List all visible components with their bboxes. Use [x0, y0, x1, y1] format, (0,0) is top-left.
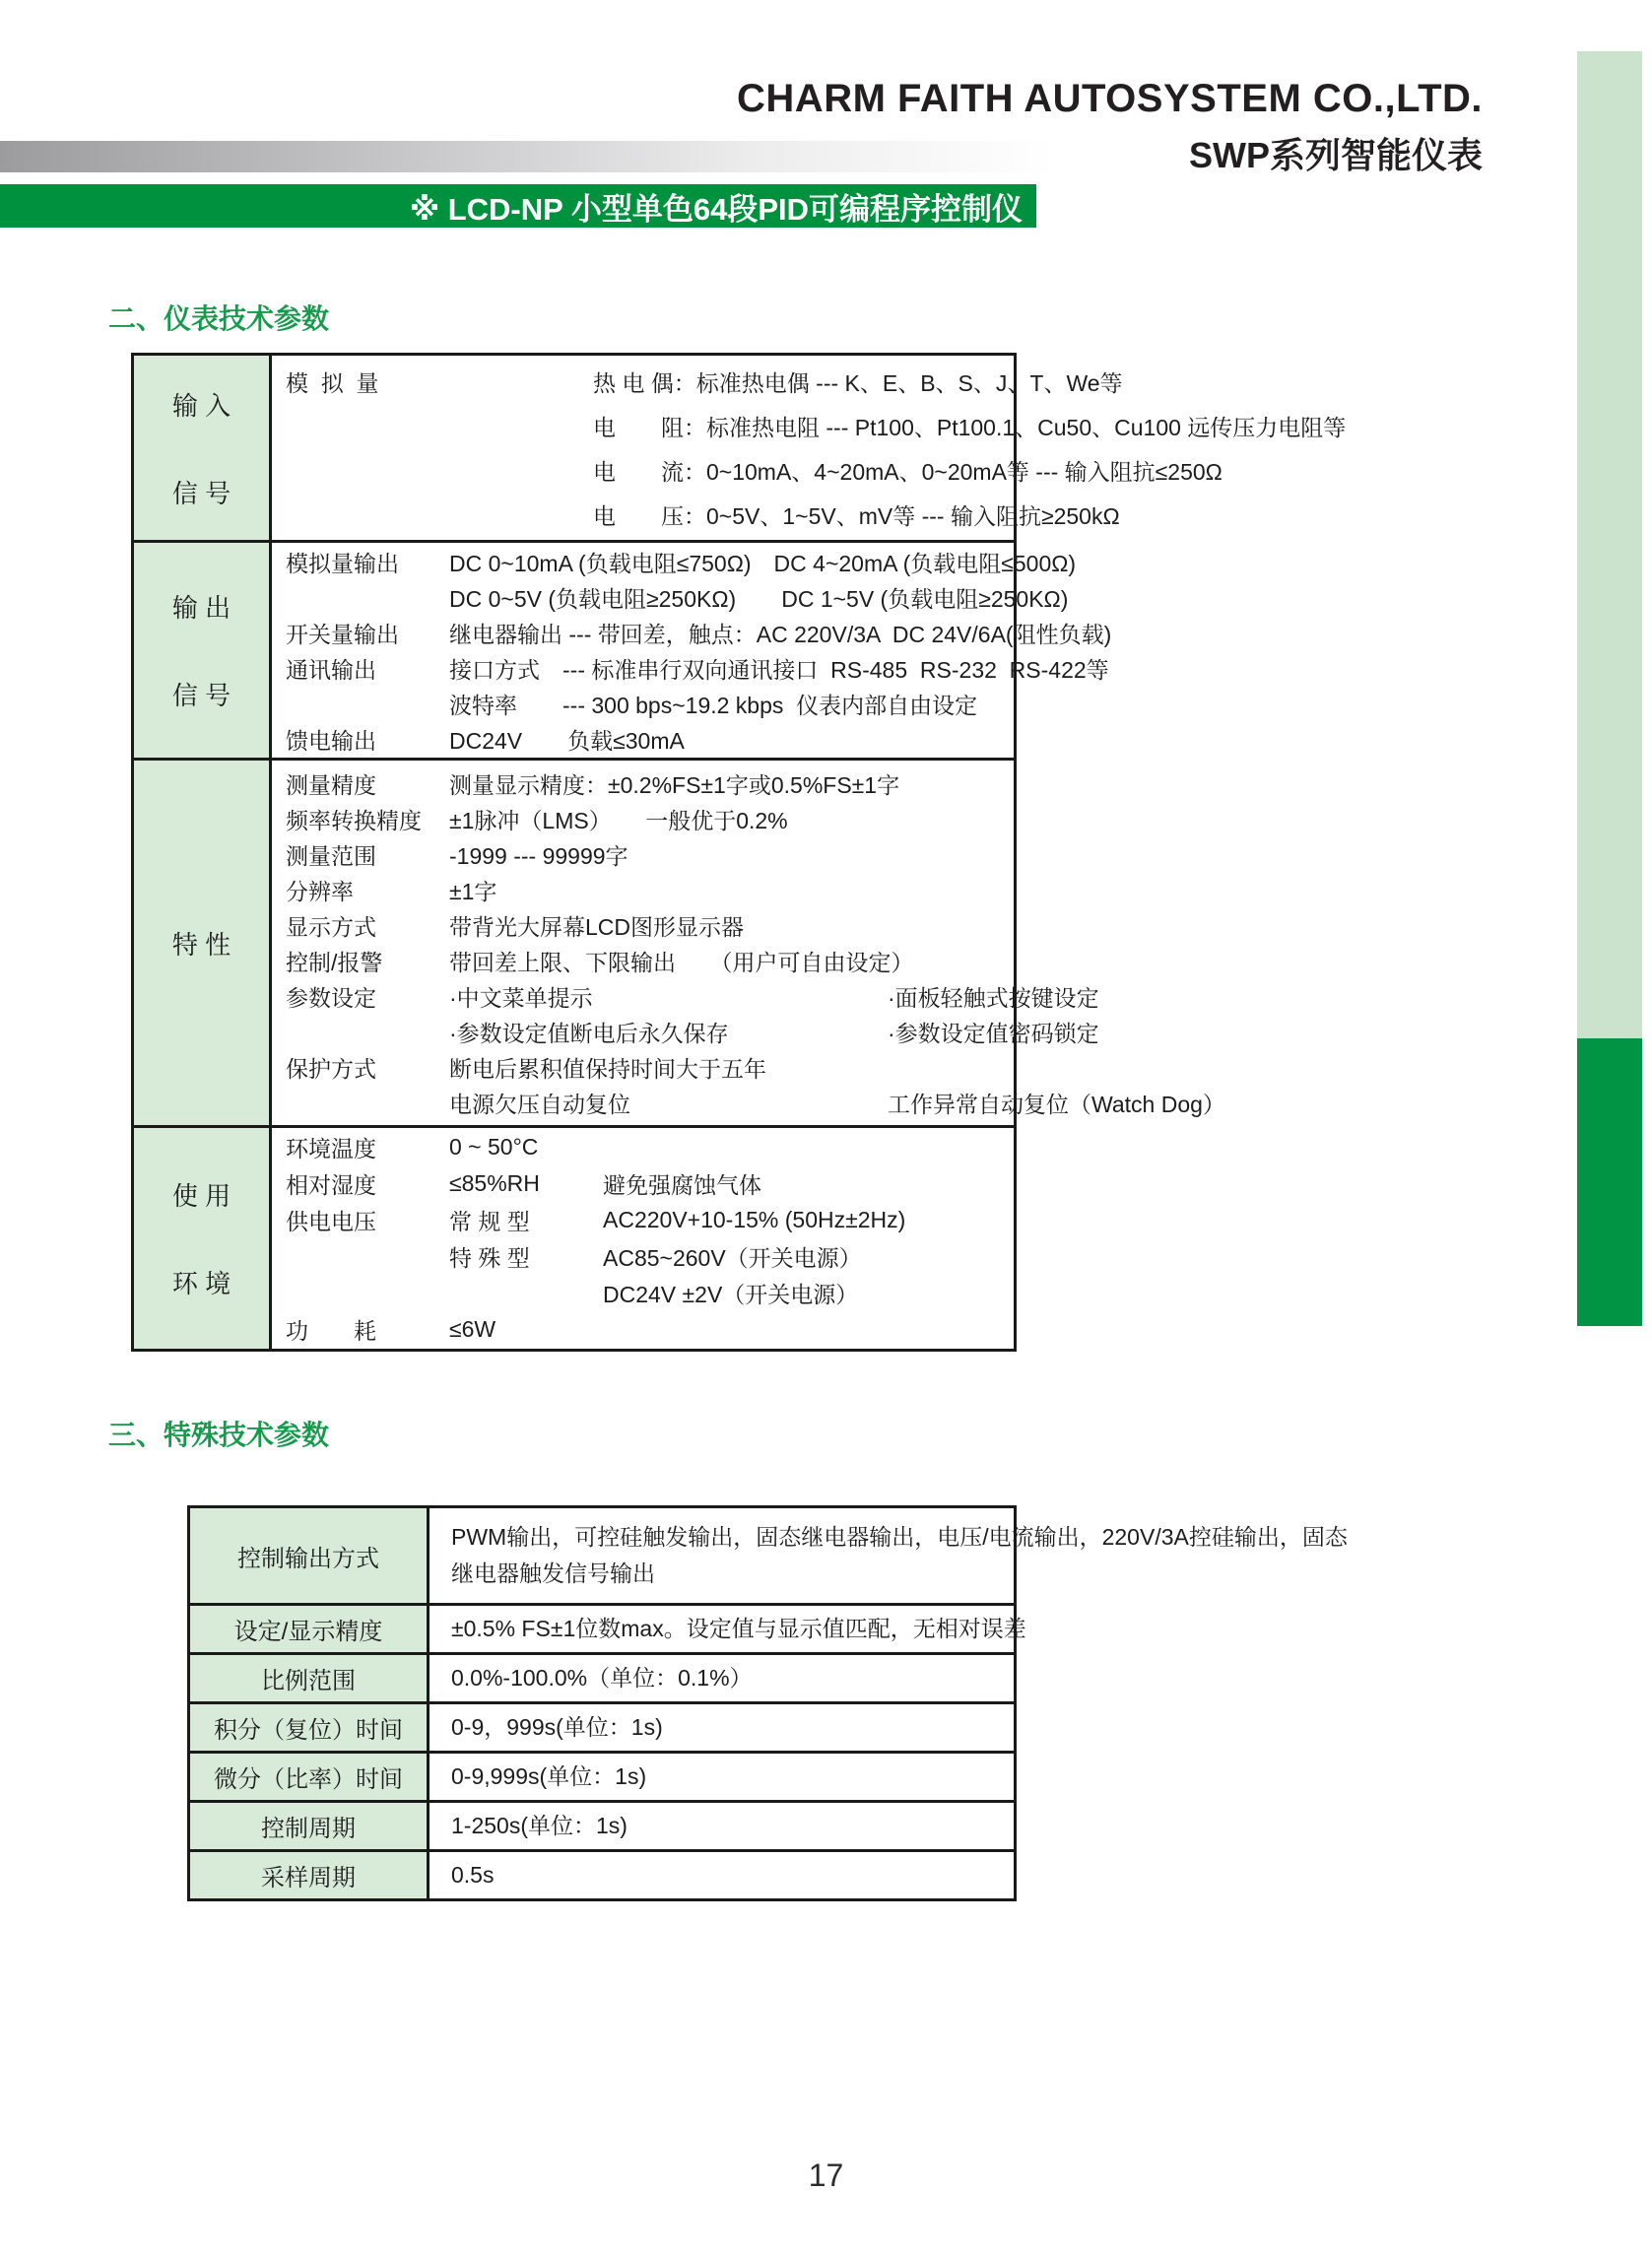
cell-c2: DC24V 负载≤30mA: [449, 727, 685, 754]
table-row: [190, 1652, 1014, 1701]
content-line: [286, 1165, 1014, 1202]
cell-c3: 工作异常自动复位（Watch Dog）: [888, 1091, 1225, 1117]
content-line: [286, 360, 1346, 404]
special-params-table: [187, 1505, 1348, 1901]
group-label-line: 信 号: [171, 478, 231, 508]
cell-c2: 带背光大屏幕LCD图形显示器: [449, 913, 745, 940]
content-line: [286, 872, 1225, 907]
row-label: 控制周期: [190, 1803, 430, 1849]
cell-c3: 避免强腐蚀气体: [603, 1172, 761, 1198]
group-label-line: 信 号: [171, 681, 231, 710]
cell-c2: 接口方式 --- 标准串行双向通讯接口 RS-485 RS-232 RS-422等: [449, 656, 1109, 683]
cell-c2: 带回差上限、下限输出 （用户可自由设定）: [449, 949, 914, 975]
cell-c1: 功 耗: [286, 1318, 376, 1344]
cell-c1: 显示方式: [286, 913, 376, 940]
content-line: [286, 943, 1225, 978]
content-line: [286, 1049, 1225, 1085]
group-label-line: 特 性: [171, 929, 231, 960]
content-line: [286, 404, 1346, 448]
content-line: [286, 1238, 1014, 1275]
content-line: [286, 1202, 1014, 1238]
row-group-label: [134, 761, 272, 1125]
cell-c1: 模 拟 量: [286, 369, 379, 396]
cell-c2: 电源欠压自动复位: [449, 1091, 630, 1117]
group-label-line: 输 出: [171, 593, 231, 623]
cell-c2: 电 压：0~5V、1~5V、mV等 --- 输入阻抗≥250kΩ: [593, 502, 1120, 529]
value-line: 0.5s: [451, 1862, 495, 1888]
value-line: ±0.5% FS±1位数max。设定值与显示值匹配，无相对误差: [451, 1616, 1026, 1641]
content-line: [286, 493, 1346, 537]
table-row: [134, 540, 1112, 758]
cell-c1: 环境温度: [286, 1136, 376, 1162]
cell-c2: 断电后累积值保持时间大于五年: [449, 1055, 766, 1082]
row-value: [430, 1803, 1014, 1849]
cell-c3: AC85~260V（开关电源）: [603, 1245, 862, 1271]
cell-c2: 0 ~ 50°C: [449, 1134, 539, 1160]
cell-c2: -1999 --- 99999字: [449, 842, 628, 869]
content-line: [286, 650, 1111, 686]
row-label: 采样周期: [190, 1852, 430, 1898]
row-content: [272, 1128, 1014, 1349]
value-line: 0-9,999s(单位：1s): [451, 1763, 647, 1789]
table-row: [190, 1751, 1014, 1800]
row-value: [430, 1704, 1014, 1751]
row-label: 积分（复位）时间: [190, 1704, 430, 1751]
section-title-special-params: 三、特殊技术参数: [108, 1420, 330, 1450]
cell-c1: 测量范围: [286, 842, 376, 869]
cell-c2: ≤85%RH: [449, 1170, 540, 1196]
row-value: [430, 1852, 1014, 1898]
group-label-line: 环 境: [171, 1269, 231, 1298]
value-line: PWM输出，可控硅触发输出，固态继电器输出，电压/电流输出，220V/3A控硅输出，固态: [451, 1524, 1348, 1550]
content-line: [286, 836, 1225, 872]
group-label-line: 使 用: [171, 1181, 231, 1211]
cell-c1: 开关量输出: [286, 621, 399, 647]
cell-c1: 模拟量输出: [286, 550, 399, 576]
cell-c1: 馈电输出: [286, 727, 376, 754]
cell-c1: 通讯输出: [286, 656, 376, 683]
cell-c2: 测量显示精度：±0.2%FS±1字或0.5%FS±1字: [449, 771, 900, 798]
cell-c1: 参数设定: [286, 984, 376, 1011]
row-group-label: [134, 356, 272, 540]
value-line: 0-9，999s(单位：1s): [451, 1714, 663, 1740]
cell-c2: 热 电 偶：标准热电偶 --- K、E、B、S、J、T、We等: [593, 369, 1123, 396]
content-line: [286, 765, 1225, 801]
product-title-banner: ※ LCD-NP 小型单色64段PID可编程序控制仪: [0, 184, 1036, 228]
row-content: [272, 761, 1225, 1125]
cell-c2: ±1字: [449, 878, 497, 904]
table-row: [134, 758, 1225, 1125]
row-value: [430, 1508, 1348, 1603]
cell-c2: ±1脉冲（LMS） 一般优于0.2%: [449, 807, 788, 833]
content-line: [286, 978, 1225, 1014]
content-line: [286, 615, 1111, 650]
content-line: [286, 686, 1111, 721]
cell-c3: AC220V+10-15% (50Hz±2Hz): [603, 1207, 906, 1232]
table-row: [134, 356, 1347, 540]
cell-c3: DC24V ±2V（开关电源）: [603, 1282, 859, 1307]
cell-c2: 继电器输出 --- 带回差，触点：AC 220V/3A DC 24V/6A(阻性负载): [449, 621, 1112, 647]
row-label: 设定/显示精度: [190, 1606, 430, 1652]
cell-c2: 电 阻：标准热电阻 --- Pt100、Pt100.1、Cu50、Cu100 远传压力电阻等: [593, 414, 1347, 440]
cell-c2: ·中文菜单提示: [449, 984, 593, 1011]
content-line: [286, 579, 1111, 615]
content-line: [286, 544, 1111, 579]
page-number: 17: [808, 2157, 844, 2193]
row-group-label: [134, 1128, 272, 1349]
group-label-line: 输 入: [171, 390, 231, 421]
table-row: [190, 1849, 1014, 1898]
content-line: [286, 1085, 1225, 1120]
table-row: [190, 1701, 1014, 1751]
table-row: [190, 1508, 1348, 1603]
content-line: [286, 448, 1346, 493]
row-label: 控制输出方式: [190, 1508, 430, 1603]
content-line: [286, 721, 1111, 757]
cell-c1: 保护方式: [286, 1055, 376, 1082]
row-value: [430, 1606, 1026, 1652]
right-edge-dark-band: [1577, 1038, 1642, 1326]
cell-c1: 控制/报警: [286, 949, 383, 975]
row-value: [430, 1655, 1014, 1701]
tech-params-table: [131, 353, 1347, 1352]
cell-c2: 电 流：0~10mA、4~20mA、0~20mA等 --- 输入阻抗≤250Ω: [593, 458, 1222, 485]
section-title-tech-params: 二、仪表技术参数: [108, 303, 330, 334]
row-group-label: [134, 543, 272, 758]
table-row: [190, 1603, 1026, 1652]
content-line: [286, 801, 1225, 836]
cell-c2: 常 规 型: [449, 1209, 530, 1234]
cell-c2: 波特率 --- 300 bps~19.2 kbps 仪表内部自由设定: [449, 692, 978, 718]
company-name: CHARM FAITH AUTOSYSTEM CO.,LTD.: [737, 77, 1483, 120]
row-content: [272, 356, 1346, 540]
cell-c1: 相对湿度: [286, 1172, 376, 1198]
row-value: [430, 1754, 1014, 1800]
cell-c1: 分辨率: [286, 878, 354, 904]
row-label: 比例范围: [190, 1655, 430, 1701]
row-content: [272, 543, 1111, 758]
cell-c3: ·参数设定值密码锁定: [888, 1020, 1099, 1046]
content-line: [286, 1275, 1014, 1311]
cell-c1: 频率转换精度: [286, 807, 422, 833]
row-label: 微分（比率）时间: [190, 1754, 430, 1800]
value-line: 0.0%-100.0%（单位：0.1%）: [451, 1665, 753, 1691]
table-row: [190, 1800, 1014, 1849]
value-line: 1-250s(单位：1s): [451, 1813, 628, 1838]
cell-c2: 特 殊 型: [449, 1245, 530, 1271]
cell-c1: 供电电压: [286, 1209, 376, 1234]
series-subtitle: SWP系列智能仪表: [1188, 135, 1483, 175]
content-line: [286, 1129, 1014, 1165]
content-line: [286, 907, 1225, 943]
cell-c2: ≤6W: [449, 1316, 496, 1342]
content-line: [286, 1014, 1225, 1049]
cell-c2: ·参数设定值断电后永久保存: [449, 1020, 729, 1046]
content-line: [286, 1311, 1014, 1348]
cell-c1: 测量精度: [286, 771, 376, 798]
value-line: 继电器触发信号输出: [451, 1560, 655, 1586]
cell-c2: DC 0~5V (负载电阻≥250KΩ) DC 1~5V (负载电阻≥250KΩ): [449, 585, 1069, 612]
cell-c3: ·面板轻触式按键设定: [888, 984, 1099, 1011]
right-edge-light-band: [1577, 51, 1642, 1038]
cell-c2: DC 0~10mA (负载电阻≤750Ω) DC 4~20mA (负载电阻≤500Ω): [449, 550, 1077, 576]
table-row: [134, 1125, 1014, 1349]
header-gradient-bar: [0, 141, 1054, 172]
